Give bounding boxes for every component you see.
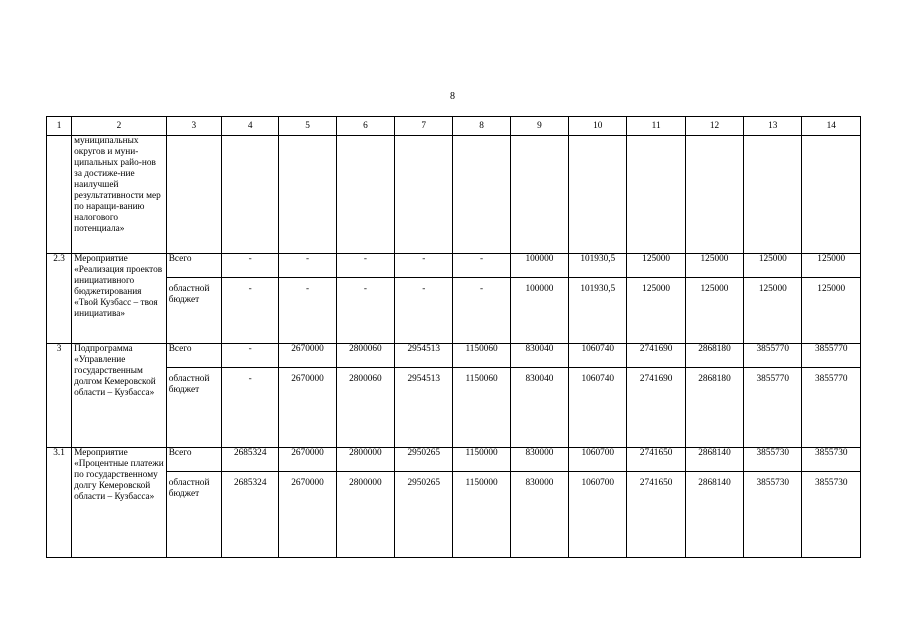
value-cell: 3855730 <box>802 448 861 472</box>
empty-cell <box>166 136 221 254</box>
row-number: 3.1 <box>47 448 72 558</box>
row-number: 3 <box>47 344 72 448</box>
value-cell: 2954513 <box>395 368 453 448</box>
value-cell: 3855770 <box>802 344 861 368</box>
value-cell: 2868180 <box>685 344 743 368</box>
value-cell: - <box>453 278 510 344</box>
value-cell: 1150000 <box>453 448 510 472</box>
row-description: муниципальных округов и муни-ципальных райо-нов за достиже-ние наилучшей результативности мер по наращи-ванию налогового потенциала» <box>72 136 167 254</box>
value-cell: 125000 <box>685 278 743 344</box>
value-cell: 2800060 <box>336 344 394 368</box>
value-cell: - <box>222 254 279 278</box>
table-body <box>47 117 861 558</box>
empty-cell <box>569 136 627 254</box>
row-number: 2.3 <box>47 254 72 344</box>
value-cell: 2670000 <box>279 448 336 472</box>
empty-cell <box>802 136 861 254</box>
header-cell: 6 <box>336 117 394 136</box>
value-cell: 100000 <box>510 278 568 344</box>
value-cell: - <box>279 278 336 344</box>
value-cell: 2868180 <box>685 368 743 448</box>
value-cell: - <box>336 254 394 278</box>
value-cell: 1150060 <box>453 368 510 448</box>
value-cell: 1150000 <box>453 472 510 558</box>
header-cell: 8 <box>453 117 510 136</box>
value-cell: - <box>395 278 453 344</box>
empty-cell <box>336 136 394 254</box>
value-cell: 2741650 <box>627 472 685 558</box>
header-cell: 10 <box>569 117 627 136</box>
value-cell: 3855730 <box>744 448 802 472</box>
funding-source-label: областной бюджет <box>166 278 221 344</box>
value-cell: 2868140 <box>685 472 743 558</box>
empty-cell <box>685 136 743 254</box>
value-cell: 2950265 <box>395 472 453 558</box>
header-cell: 1 <box>47 117 72 136</box>
page-number: 8 <box>450 91 455 102</box>
value-cell: 2950265 <box>395 448 453 472</box>
budget-row <box>47 344 861 368</box>
header-cell: 5 <box>279 117 336 136</box>
value-cell: 830000 <box>510 448 568 472</box>
value-cell: - <box>222 344 279 368</box>
value-cell: 2670000 <box>279 344 336 368</box>
value-cell: 2741690 <box>627 368 685 448</box>
budget-row <box>47 368 861 448</box>
row-description: Мероприятие «Процентные платежи по государственному долгу Кемеровской области – Кузбасса» <box>72 448 167 558</box>
value-cell: 3855770 <box>744 344 802 368</box>
value-cell: 830040 <box>510 344 568 368</box>
value-cell: 1060740 <box>569 344 627 368</box>
value-cell: 1060740 <box>569 368 627 448</box>
header-cell: 3 <box>166 117 221 136</box>
value-cell: 101930,5 <box>569 254 627 278</box>
empty-cell <box>627 136 685 254</box>
value-cell: 2685324 <box>222 472 279 558</box>
funding-source-label: Всего <box>166 448 221 472</box>
value-cell: 3855730 <box>802 472 861 558</box>
value-cell: 3855770 <box>744 368 802 448</box>
value-cell: - <box>279 254 336 278</box>
value-cell: - <box>395 254 453 278</box>
empty-cell <box>453 136 510 254</box>
value-cell: 125000 <box>627 254 685 278</box>
value-cell: 100000 <box>510 254 568 278</box>
header-cell: 4 <box>222 117 279 136</box>
header-cell: 14 <box>802 117 861 136</box>
empty-cell <box>510 136 568 254</box>
value-cell: 830000 <box>510 472 568 558</box>
empty-cell <box>395 136 453 254</box>
value-cell: 3855730 <box>744 472 802 558</box>
header-cell: 12 <box>685 117 743 136</box>
value-cell: - <box>222 368 279 448</box>
header-cell: 13 <box>744 117 802 136</box>
value-cell: 3855770 <box>802 368 861 448</box>
row-number <box>47 136 72 254</box>
value-cell: 2954513 <box>395 344 453 368</box>
value-cell: 125000 <box>627 278 685 344</box>
value-cell: 1150060 <box>453 344 510 368</box>
value-cell: 125000 <box>685 254 743 278</box>
header-row <box>47 117 861 136</box>
value-cell: - <box>222 278 279 344</box>
value-cell: 125000 <box>744 278 802 344</box>
value-cell: 2670000 <box>279 368 336 448</box>
header-cell: 11 <box>627 117 685 136</box>
budget-row <box>47 278 861 344</box>
row-description: Подпрограмма «Управление государственным долгом Кемеровской области – Кузбасса» <box>72 344 167 448</box>
value-cell: 830040 <box>510 368 568 448</box>
budget-row <box>47 448 861 472</box>
value-cell: 2741650 <box>627 448 685 472</box>
value-cell: - <box>336 278 394 344</box>
value-cell: 2868140 <box>685 448 743 472</box>
value-cell: 125000 <box>744 254 802 278</box>
header-cell: 9 <box>510 117 568 136</box>
value-cell: 101930,5 <box>569 278 627 344</box>
header-cell: 7 <box>395 117 453 136</box>
value-cell: 2800000 <box>336 448 394 472</box>
empty-cell <box>279 136 336 254</box>
funding-source-label: Всего <box>166 344 221 368</box>
budget-table <box>46 116 861 558</box>
funding-source-label: областной бюджет <box>166 368 221 448</box>
empty-cell <box>744 136 802 254</box>
value-cell: 2670000 <box>279 472 336 558</box>
value-cell: 2685324 <box>222 448 279 472</box>
budget-row <box>47 472 861 558</box>
funding-source-label: областной бюджет <box>166 472 221 558</box>
value-cell: 125000 <box>802 254 861 278</box>
value-cell: 2800060 <box>336 368 394 448</box>
value-cell: 2800000 <box>336 472 394 558</box>
budget-row <box>47 254 861 278</box>
header-cell: 2 <box>72 117 167 136</box>
value-cell: 125000 <box>802 278 861 344</box>
value-cell: - <box>453 254 510 278</box>
value-cell: 1060700 <box>569 448 627 472</box>
funding-source-label: Всего <box>166 254 221 278</box>
empty-cell <box>222 136 279 254</box>
value-cell: 1060700 <box>569 472 627 558</box>
value-cell: 2741690 <box>627 344 685 368</box>
row-description: Мероприятие «Реализация проектов инициативного бюджетирования «Твой Кузбасс – твоя инициатива» <box>72 254 167 344</box>
continuation-row <box>47 136 861 254</box>
